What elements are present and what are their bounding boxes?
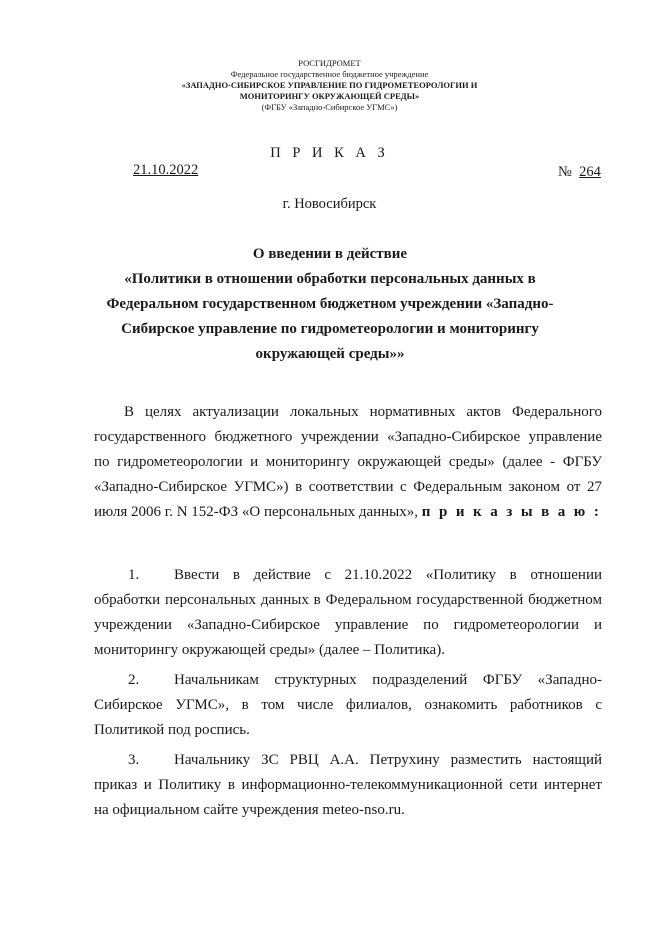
agency-name: РОСГИДРОМЕТ [298, 58, 361, 68]
order-item [94, 668, 602, 743]
order-date: 21.10.2022 [133, 162, 199, 178]
number-sign: № [558, 164, 572, 180]
subject-line: О введении в действие [252, 246, 408, 262]
order-item [94, 748, 602, 823]
subject-line: «Политики в отношении обработки персональных данных в [124, 271, 536, 287]
preamble-text: В целях актуализации локальных нормативных актов Федерального государственного бюджетного учреждении «Западно-Сибирское управление по гидрометеорологии и мониторингу окружающей среды» (далее - ФГБУ «Западно-Сибирское УГМС») в соответствии с Федеральным законом от 27 июля 2006 г. N 152-ФЗ «О персональных данных», [94, 404, 602, 520]
order-item [94, 563, 602, 663]
item-text: Начальнику ЗС РВЦ А.А. Петрухину разместить настоящий приказ и Политику в информационно-телекоммуникационной сети интернет на официальном сайте учреждения meteo-nso.ru. [94, 752, 602, 818]
order-command: п р и к а з ы в а ю : [421, 504, 602, 520]
order-title: П Р И К А З [270, 145, 389, 161]
org-type: Федеральное государственное бюджетное учреждение [230, 69, 429, 79]
order-number [558, 164, 601, 181]
number-value: 264 [579, 164, 601, 180]
org-short-name: (ФГБУ «Западно-Сибирское УГМС») [261, 102, 398, 112]
item-number: 2. [128, 672, 140, 688]
subject-line: Федеральном государственном бюджетном учреждении «Западно- [106, 296, 554, 312]
order-subject [90, 242, 570, 367]
subject-line: окружающей среды»» [255, 346, 405, 362]
order-city: г. Новосибирск [282, 196, 377, 212]
preamble-paragraph [94, 400, 602, 525]
org-name-line1: «ЗАПАДНО-СИБИРСКОЕ УПРАВЛЕНИЕ ПО ГИДРОМЕТЕОРОЛОГИИ И [181, 80, 478, 90]
item-number: 1. [128, 567, 140, 583]
item-text: Начальникам структурных подразделений ФГБУ «Западно-Сибирское УГМС», в том числе филиалов, ознакомить работников с Политикой под роспись. [94, 672, 602, 738]
item-number: 3. [128, 752, 140, 768]
subject-line: Сибирское управление по гидрометеорологии и мониторингу [121, 321, 539, 337]
item-text: Ввести в действие с 21.10.2022 «Политику в отношении обработки персональных данных в Федеральном государственной бюджетном учреждении «Западно-Сибирское управление по гидрометеорологии и мониторингу окружающей среды» (далее – Политика). [94, 567, 602, 658]
org-name-line2: МОНИТОРИНГУ ОКРУЖАЮЩЕЙ СРЕДЫ» [239, 91, 420, 101]
